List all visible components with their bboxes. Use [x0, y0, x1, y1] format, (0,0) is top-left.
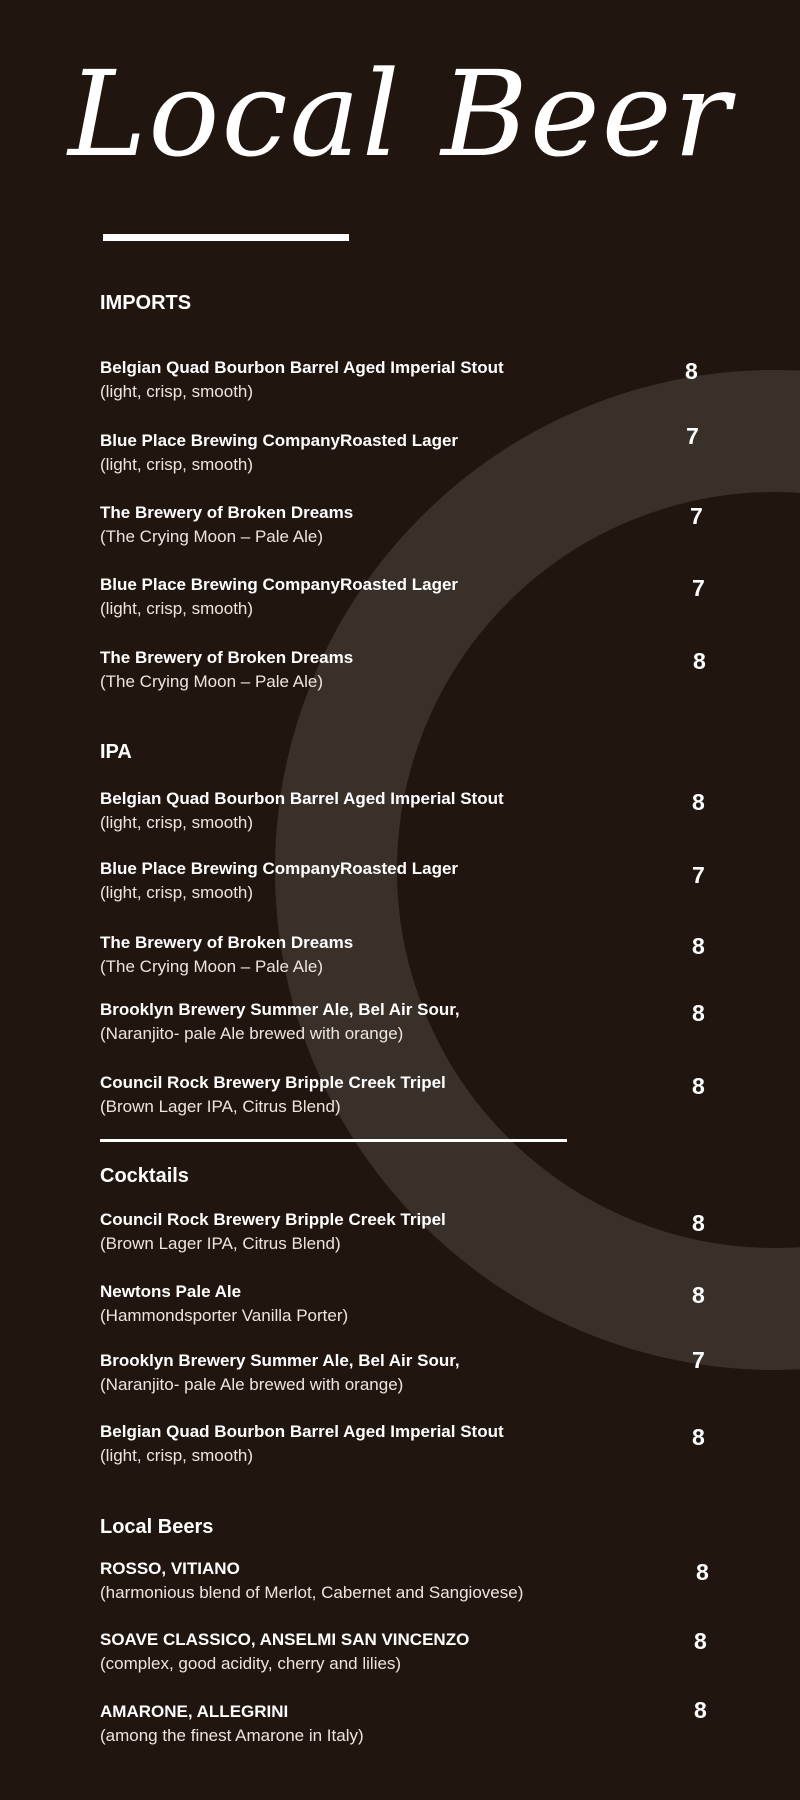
item-name: Newtons Pale Ale: [100, 1282, 242, 1301]
item-description: (light, crisp, smooth): [100, 382, 254, 401]
menu-item: [100, 1697, 720, 1748]
item-name: Brooklyn Brewery Summer Ale, Bel Air Sour,: [100, 1000, 460, 1019]
section-divider: [100, 1139, 567, 1142]
menu-item: [100, 1557, 720, 1605]
menu-item: [100, 646, 720, 694]
item-price: 8: [696, 1559, 709, 1585]
item-name: The Brewery of Broken Dreams: [100, 503, 354, 522]
item-name: The Brewery of Broken Dreams: [100, 648, 354, 667]
item-price: 8: [692, 933, 705, 959]
item-description: (The Crying Moon – Pale Ale): [100, 672, 323, 691]
menu-item: [100, 857, 720, 905]
item-description: (harmonious blend of Merlot, Cabernet and Sangiovese): [100, 1583, 524, 1602]
item-price: 8: [692, 1000, 705, 1026]
item-price: 8: [692, 1210, 705, 1236]
menu-item: [100, 573, 720, 621]
section-title-cocktails: Cocktails: [100, 1165, 189, 1187]
menu-item: [100, 1628, 720, 1676]
menu-item: [100, 423, 720, 477]
item-price: 7: [686, 423, 699, 449]
item-price: 7: [692, 1347, 705, 1373]
item-name: Blue Place Brewing CompanyRoasted Lager: [100, 431, 459, 450]
item-description: (complex, good acidity, cherry and lilies): [100, 1654, 402, 1673]
menu-item: [100, 1280, 720, 1328]
item-name: AMARONE, ALLEGRINI: [100, 1702, 289, 1721]
item-price: 8: [692, 1073, 705, 1099]
item-description: (Brown Lager IPA, Citrus Blend): [100, 1234, 341, 1253]
item-description: (light, crisp, smooth): [100, 813, 254, 832]
menu-title: Local Beer: [68, 45, 732, 183]
item-description: (light, crisp, smooth): [100, 599, 254, 618]
item-description: (Naranjito- pale Ale brewed with orange): [100, 1024, 404, 1043]
item-name: Blue Place Brewing CompanyRoasted Lager: [100, 859, 459, 878]
section-title-ipa: IPA: [100, 741, 132, 763]
section-title-imports: IMPORTS: [100, 292, 192, 314]
item-price: 8: [692, 1424, 705, 1450]
item-price: 8: [685, 358, 698, 384]
item-description: (light, crisp, smooth): [100, 455, 254, 474]
item-price: 7: [692, 575, 705, 601]
item-price: 7: [690, 503, 703, 529]
item-description: (light, crisp, smooth): [100, 1446, 254, 1465]
menu-item: [100, 931, 720, 979]
item-description: (The Crying Moon – Pale Ale): [100, 957, 323, 976]
item-name: ROSSO, VITIANO: [100, 1559, 240, 1578]
item-price: 7: [692, 862, 705, 888]
menu-item: [100, 356, 720, 404]
menu-item: [100, 998, 720, 1046]
item-description: (Naranjito- pale Ale brewed with orange): [100, 1375, 404, 1394]
menu-item: [100, 1208, 720, 1256]
item-price: 8: [692, 789, 705, 815]
item-name: Council Rock Brewery Bripple Creek Tripel: [100, 1073, 446, 1092]
menu-item: [100, 1071, 720, 1119]
item-name: Blue Place Brewing CompanyRoasted Lager: [100, 575, 459, 594]
item-name: Belgian Quad Bourbon Barrel Aged Imperial Stout: [100, 358, 504, 377]
item-description: (light, crisp, smooth): [100, 883, 254, 902]
menu-item: [100, 1420, 720, 1468]
item-name: SOAVE CLASSICO, ANSELMI SAN VINCENZO: [100, 1630, 470, 1649]
item-price: 8: [692, 1282, 705, 1308]
item-price: 8: [694, 1628, 707, 1654]
item-name: Brooklyn Brewery Summer Ale, Bel Air Sour,: [100, 1351, 460, 1370]
item-description: (among the finest Amarone in Italy): [100, 1726, 364, 1745]
section-title-local-beers: Local Beers: [100, 1516, 214, 1538]
item-name: Belgian Quad Bourbon Barrel Aged Imperial Stout: [100, 1422, 504, 1441]
item-name: Council Rock Brewery Bripple Creek Tripel: [100, 1210, 446, 1229]
menu-item: [100, 501, 720, 549]
item-description: (Hammondsporter Vanilla Porter): [100, 1306, 349, 1325]
item-name: The Brewery of Broken Dreams: [100, 933, 354, 952]
menu-item: [100, 1349, 720, 1397]
title-underline: [103, 234, 349, 241]
item-price: 8: [694, 1697, 707, 1723]
menu-item: [100, 787, 720, 835]
item-price: 8: [693, 648, 706, 674]
item-description: (The Crying Moon – Pale Ale): [100, 527, 323, 546]
item-name: Belgian Quad Bourbon Barrel Aged Imperial Stout: [100, 789, 504, 808]
item-description: (Brown Lager IPA, Citrus Blend): [100, 1097, 341, 1116]
